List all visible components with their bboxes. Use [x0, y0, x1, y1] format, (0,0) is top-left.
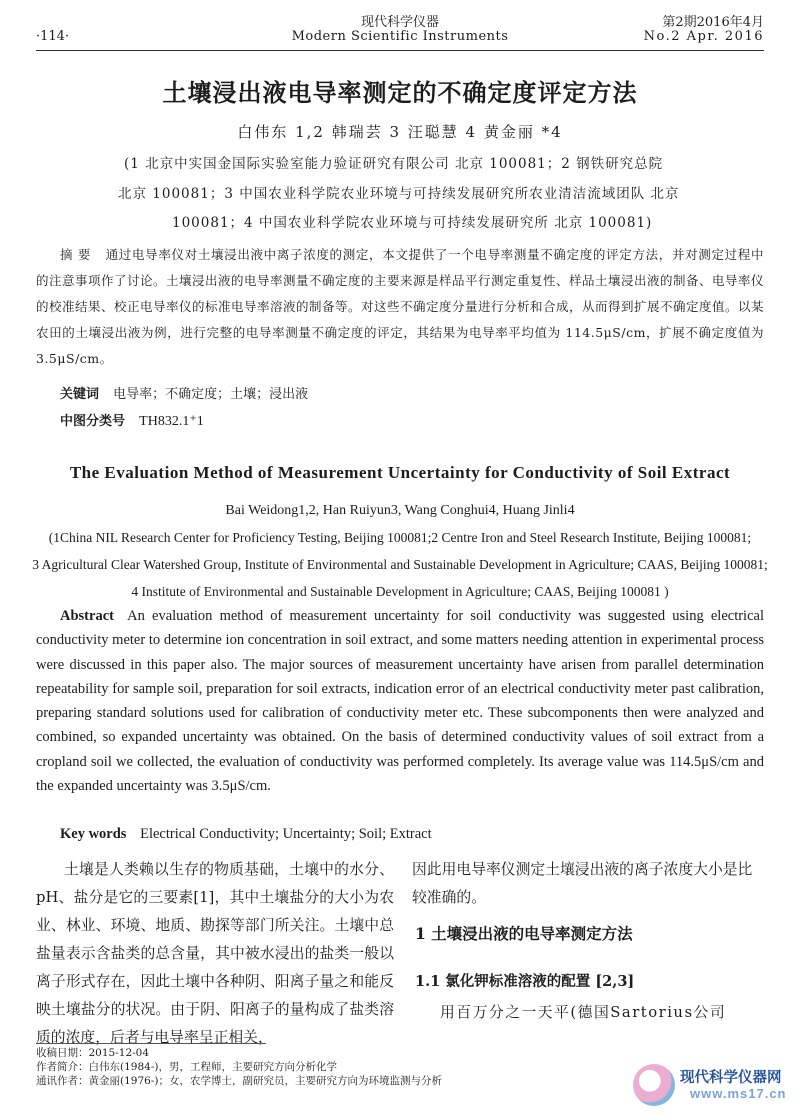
authors-cn: 白伟东 1,2 韩瑞芸 3 汪聪慧 4 黄金丽 *4 — [237, 123, 563, 141]
abstract-en — [36, 604, 764, 798]
keywords-cn-text: 电导率；不确定度；土壤；浸出液 — [113, 387, 309, 402]
affiliation-cn-1: (1 北京中实国金国际实验室能力验证研究有限公司 北京 100081；2 钢铁研究总院 — [124, 156, 664, 172]
watermark-url: www.ms17.cn — [690, 1086, 787, 1101]
abstract-en-text: An evaluation method of measurement uncertainty for soil conductivity was suggested using electrical conductivity meter to determine ion concentration in soil extract, and some matters needing attention in experimental process were discussed in this paper also. The major sources of measurement uncertainty have arisen from parallel determination repeatability for sample soil, preparation for soil extracts, indication error of an electrical conductivity meter past calibration, preparing standard solutions used for calibration of conductivity meter etc. These subcomponents then were analyzed and combined, so expanded uncertainty was obtained. On the basis of determined conductivity values of soil extract from a cropland soil we collected, the evaluation of conductivity was performed completely. Its average value was 114.5μS/cm and the expanded uncertainty was 3.5μS/cm. — [36, 608, 764, 795]
footnote-corresponding: 通讯作者：黄金丽(1976-)；女，农学博士，副研究员，主要研究方向为环境监测与分析 — [36, 1075, 442, 1087]
keywords-en-text: Electrical Conductivity; Uncertainty; Soil; Extract — [140, 826, 432, 842]
page-number: ·114· — [36, 29, 70, 44]
clc-number — [60, 410, 204, 430]
footnote-author: 作者简介：白伟东(1984-)，男，工程师，主要研究方向分析化学 — [36, 1061, 337, 1073]
keywords-en-label: Key words — [60, 826, 127, 842]
clc-label: 中图分类号 — [60, 414, 126, 429]
keywords-cn — [60, 383, 308, 402]
affiliation-cn-2: 北京 100081；3 中国农业科学院农业环境与可持续发展研究所农业清洁流域团队 北京 — [118, 186, 680, 202]
issue-cn: 第2期2016年4月 — [662, 15, 764, 30]
affiliation-en-3: 4 Institute of Environmental and Sustainable Development in Agriculture; CAAS, Beijing 100081 ) — [131, 584, 669, 599]
abstract-en-label: Abstract — [60, 608, 114, 624]
keywords-cn-label: 关键词 — [60, 387, 100, 402]
journal-name-cn: 现代科学仪器 — [360, 15, 439, 30]
paper-title-en: The Evaluation Method of Measurement Uncertainty for Conductivity of Soil Extract — [69, 463, 731, 482]
journal-name-en: Modern Scientific Instruments — [291, 29, 509, 44]
section-heading-1-1: 1.1 氯化钾标准溶液的配置 [2,3] — [415, 973, 635, 990]
body-right-paragraph-2: 用百万分之一天平(德国Sartorius公司 — [440, 1004, 727, 1021]
affiliation-en-1: (1China NIL Research Center for Proficiency Testing, Beijing 100081;2 Centre Iron and Steel Research Institute, Beijing 100081; — [48, 530, 752, 545]
affiliation-en-2: 3 Agricultural Clear Watershed Group, Institute of Environmental and Sustainable Development in Agriculture; CAAS, Beijing 100081; — [32, 557, 768, 572]
footnote-received: 收稿日期：2015-12-04 — [36, 1047, 150, 1059]
authors-en: Bai Weidong1,2, Han Ruiyun3, Wang Conghui4, Huang Jinli4 — [225, 503, 575, 518]
affiliation-cn-3: 100081；4 中国农业科学院农业环境与可持续发展研究所 北京 100081) — [172, 215, 653, 231]
body-right-paragraph: 因此用电导率仪测定土壤浸出液的离子浓度大小是比较准确的。 — [412, 861, 753, 906]
paper-title-cn: 土壤浸出液电导率测定的不确定度评定方法 — [162, 78, 638, 107]
body-left-column: 土壤是人类赖以生存的物质基础，土壤中的水分、pH、盐分是它的三要素[1]，其中土壤盐分的大小为农业、林业、环境、地质、勘探等部门所关注。土壤中总盐量表示含盐类的总含量，其中被水浸出的盐类一般以离子形式存在，因此土壤中各种阴、阳离子量之和能反映土壤盐分的状况。由于阴、阳离子的量构成了盐类溶质的浓度，后者与电导率呈正相关， — [36, 861, 394, 1046]
watermark-logo-icon — [633, 1064, 675, 1106]
header-rule — [36, 50, 764, 51]
issue-en: No.2 Apr. 2016 — [643, 29, 764, 44]
footnote-rule — [36, 1043, 266, 1044]
abstract-cn — [36, 242, 764, 372]
clc-text: TH832.1⁺1 — [139, 414, 204, 429]
abstract-cn-text: 通过电导率仪对土壤浸出液中离子浓度的测定，本文提供了一个电导率测量不确定度的评定方法，并对测定过程中的注意事项作了讨论。土壤浸出液的电导率测量不确定度的主要来源是样品平行测定重复性、样品土壤浸出液的制备、电导率仪的校准结果、校正电导率仪的标准电导率溶液的制备等。对这些不确定度分量进行分析和合成，从而得到扩展不确定度值。以某农田的土壤浸出液为例，进行完整的电导率测量不确定度的评定，其结果为电导率平均值为 114.5μS/cm，扩展不确定度值为 3.5μS/cm。 — [36, 247, 765, 366]
watermark-name: 现代科学仪器网 — [680, 1070, 782, 1086]
section-heading-1: 1 土壤浸出液的电导率测定方法 — [415, 924, 633, 943]
keywords-en — [60, 826, 432, 843]
abstract-cn-label: 摘 要 — [60, 247, 91, 262]
